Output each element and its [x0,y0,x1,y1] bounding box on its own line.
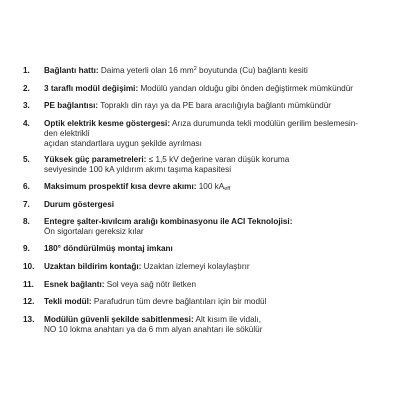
item-desc: Alt kısım ile vidalı, [193,315,262,324]
item-text [44,280,382,290]
item-desc: Arıza durumunda tekli modülün gerilim beslemesin- [170,119,359,128]
list-item-2 [23,84,382,94]
item-text [44,297,382,307]
item-number: 4. [23,119,30,128]
list-item-4 [23,119,382,150]
item-text [44,262,382,272]
item-text [44,101,382,111]
item-desc-cont: boyutunda (Cu) bağlantı kesiti [196,66,308,75]
item-title: 180° döndürülmüş montaj imkanı [44,244,173,253]
item-desc: Daima yeterli olan 16 mm [98,66,194,75]
item-title: Durum göstergesi [44,200,115,209]
item-desc: Topraklı din rayı ya da PE bara aracılığıyla bağlantı mümkündür [98,101,331,110]
item-number: 6. [23,182,30,191]
item-text [44,182,382,192]
item-title: Esnek bağlantı: [44,280,105,289]
item-desc-line3: açıdan standartlara uygun şekilde ayrılması [44,139,202,149]
list-item-10 [23,262,382,272]
item-number: 12. [23,297,35,306]
item-desc-line2: Ön sigortaları gereksiz kılar [44,227,144,237]
list-item-6 [23,182,382,192]
item-number: 7. [23,200,30,209]
item-text [44,84,382,94]
list-item-13 [23,315,382,335]
item-desc: Sol veya sağ nötr iletken [104,280,196,289]
subscript: eff [224,186,231,193]
item-desc: Modülü yandan olduğu gibi önden değiştirmek mümkündür [138,84,354,93]
list-item-5 [23,155,382,175]
list-item-3 [23,101,382,111]
item-text [44,66,382,76]
item-number: 11. [23,280,34,289]
item-number: 8. [23,217,30,226]
item-number: 5. [23,155,30,164]
item-text [44,217,382,237]
item-number: 3. [23,101,30,110]
item-desc: ≤ 1,5 kV değerine varan düşük koruma [146,155,290,164]
superscript: 2 [193,66,197,72]
item-title: 3 taraflı modül değişimi: [44,84,139,93]
item-title: Maksimum prospektif kısa devre akımı: [44,182,197,191]
item-title: Tekli modül: [44,297,92,306]
list-item-7 [23,200,382,210]
item-text [44,244,382,254]
item-title: Bağlantı hattı: [44,66,99,75]
item-desc: Parafudrun tüm devre bağlantıları için bir modül [91,297,267,306]
item-number: 9. [23,244,30,253]
list-item-12 [23,297,382,307]
item-desc-line2: seviyesinde 100 kA yıldırım akımı taşıma kapasitesi [44,165,232,175]
item-desc-line2: den elektrikli [44,129,90,139]
list-item-8 [23,217,382,237]
item-desc-line2: NO 10 lokma anahtarı ya da 6 mm alyan anahtarı ile sökülür [44,325,263,335]
item-number: 2. [23,84,30,93]
list-item-9 [23,244,382,254]
item-title: Uzaktan bildirim kontağı: [44,262,142,271]
item-title: Optik elektrik kesme göstergesi: [44,119,171,128]
item-number: 1. [23,66,30,75]
item-number: 13. [23,315,35,324]
item-title: Modülün güvenli şekilde sabitlenmesi: [44,315,194,324]
item-text [44,119,382,150]
item-title: Entegre şalter-kıvılcım aralığı kombinasyonu ile ACI Teknolojisi: [44,217,293,226]
item-desc: 100 kA [196,182,225,191]
item-desc: Uzaktan izlemeyi kolaylaştırır [141,262,250,271]
item-text [44,200,382,210]
item-text [44,315,382,335]
item-number: 10. [23,262,35,271]
list-item-1 [23,66,382,76]
list-item-11 [23,280,382,290]
item-title: PE bağlantısı: [44,101,99,110]
item-text [44,155,382,175]
item-title: Yüksek güç parametreleri: [44,155,147,164]
